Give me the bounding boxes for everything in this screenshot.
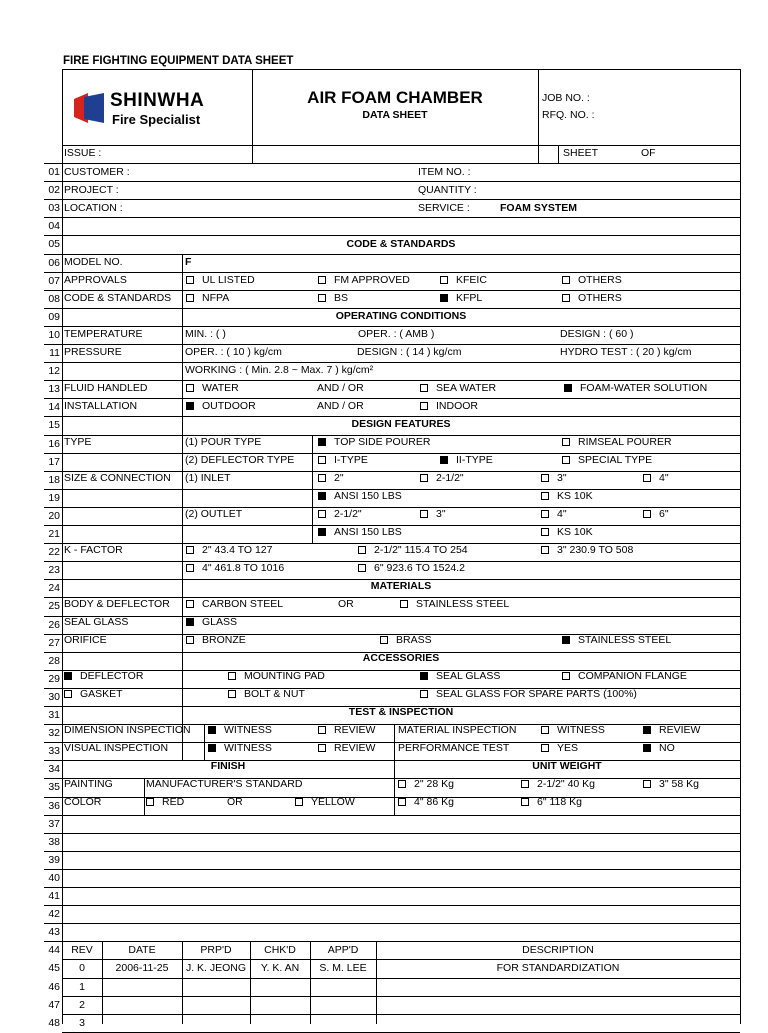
orifice-stainless-option[interactable]: STAINLESS STEEL [562,634,671,646]
grid-line [62,959,740,960]
row-number: 10 [48,328,60,341]
grid-line [44,616,740,617]
checkbox-unchecked[interactable] [643,780,651,788]
row-number: 33 [48,745,60,758]
checkbox-unchecked[interactable] [541,528,549,536]
special-type-option[interactable]: SPECIAL TYPE [562,454,652,466]
model-no-value: F [185,256,192,268]
checkbox-unchecked[interactable] [562,672,570,680]
pressure-design: DESIGN : ( 14 ) kg/cm [357,346,462,358]
pressure-label: PRESSURE [64,346,122,358]
row-number: 25 [48,600,60,613]
row-number: 18 [48,473,60,486]
foam-water-option[interactable]: FOAM-WATER SOLUTION [564,382,707,394]
revision-cell-rev: 1 [79,980,85,993]
carbon-steel-option[interactable]: CARBON STEEL [186,598,283,610]
sheet-title: FIRE FIGHTING EQUIPMENT DATA SHEET [63,55,294,67]
row-number: 09 [48,310,60,323]
row-number: 14 [48,401,60,414]
checkbox-unchecked[interactable] [358,546,366,554]
k-factor-2-5in-option[interactable]: 2-1/2" 115.4 TO 254 [358,544,468,556]
checkbox-unchecked[interactable] [186,636,194,644]
customer-label: CUSTOMER : [64,166,130,178]
i-type-option[interactable]: I-TYPE [318,454,368,466]
grid-line [62,69,63,1024]
checkbox-checked[interactable] [564,384,572,392]
kfeic-option[interactable]: KFEIC [440,274,487,286]
outlet-2-5in-option[interactable]: 2-1/2" [318,508,362,520]
row-number: 23 [48,564,60,577]
issue-label: ISSUE : [64,147,102,159]
service-label: SERVICE : [418,202,470,214]
grid-line [44,326,740,327]
checkbox-unchecked[interactable] [541,474,549,482]
material-witness-option[interactable]: WITNESS [541,724,605,736]
checkbox-unchecked[interactable] [186,564,194,572]
row-number: 45 [48,962,60,975]
section-unit-weight: UNIT WEIGHT [532,760,602,772]
row-number: 26 [48,618,60,631]
checkbox-checked[interactable] [186,402,194,410]
fluid-handled-label: FLUID HANDLED [64,382,148,394]
grid-line [312,435,313,544]
row-number: 12 [48,365,60,378]
revision-cell-checked: Y. K. AN [260,962,300,975]
checkbox-unchecked[interactable] [541,744,549,752]
grid-line [44,290,740,291]
row-number: 13 [48,383,60,396]
row-number: 47 [48,998,60,1011]
row-number: 40 [48,871,60,884]
checkbox-checked[interactable] [440,456,448,464]
color-label: COLOR [64,796,102,808]
checkbox-unchecked[interactable] [541,510,549,518]
grid-line [44,923,740,924]
checkbox-unchecked[interactable] [562,294,570,302]
row-number: 29 [48,672,60,685]
top-side-pourer-option[interactable]: TOP SIDE POURER [318,436,430,448]
k-factor-4in-option[interactable]: 4" 461.8 TO 1016 [186,562,284,574]
or-text: OR [338,598,354,610]
dimension-inspection-label: DIMENSION INSPECTION [64,724,191,736]
checkbox-checked[interactable] [643,744,651,752]
row-number: 48 [48,1016,60,1029]
inlet-ks-option[interactable]: KS 10K [541,490,593,502]
section-accessories: ACCESSORIES [362,652,440,664]
checkbox-unchecked[interactable] [420,690,428,698]
checkbox-unchecked[interactable] [420,510,428,518]
k-factor-6in-option[interactable]: 6" 923.6 TO 1524.2 [358,562,465,574]
checkbox-unchecked[interactable] [398,780,406,788]
checkbox-unchecked[interactable] [186,294,194,302]
revision-header-checked: CHK'D [264,944,296,957]
inlet-3in-option[interactable]: 3" [541,472,567,484]
grid-line [740,69,741,1024]
orifice-label: ORIFICE [64,634,107,646]
seal-glass-label: SEAL GLASS [64,616,129,628]
approvals-label: APPROVALS [64,274,127,286]
bs-option[interactable]: BS [318,292,348,304]
painting-label: PAINTING [64,778,113,790]
row-number: 03 [48,202,60,215]
checkbox-unchecked[interactable] [318,726,326,734]
temperature-oper: OPER. : ( AMB ) [358,328,435,340]
mounting-pad-option[interactable]: MOUNTING PAD [228,670,325,682]
inlet-2-5in-option[interactable]: 2-1/2" [420,472,464,484]
row-number: 20 [48,509,60,522]
weight-2-5in-option[interactable]: 2-1/2" 40 Kg [521,778,595,790]
temperature-label: TEMPERATURE [64,328,143,340]
row-number: 11 [49,347,60,359]
checkbox-checked[interactable] [64,672,72,680]
row-number: 24 [48,582,60,595]
grid-line [44,905,740,906]
nfpa-option[interactable]: NFPA [186,292,229,304]
row-number: 16 [48,437,60,450]
row-number: 44 [48,944,60,957]
revision-cell-date: 2006-11-25 [115,962,169,975]
revision-cell-rev: 3 [79,1016,85,1029]
grid-line [44,887,740,888]
grid-line [44,941,740,942]
weight-6in-option[interactable]: 6" 118 Kg [521,796,582,808]
weight-2in-option[interactable]: 2" 28 Kg [398,778,454,790]
outlet-4in-option[interactable]: 4" [541,508,567,520]
grid-line [44,308,740,309]
grid-line [44,181,740,182]
checkbox-unchecked[interactable] [420,402,428,410]
painting-value: MANUFACTURER'S STANDARD [146,778,303,790]
grid-line [44,398,740,399]
checkbox-checked[interactable] [208,744,216,752]
type-label: TYPE [64,436,92,448]
item-no-label: ITEM NO. : [418,166,471,178]
revision-cell-approved: S. M. LEE [319,962,367,975]
outlet-3in-option[interactable]: 3" [420,508,446,520]
kfpl-option[interactable]: KFPL [440,292,482,304]
grid-line [44,815,740,816]
row-number: 35 [48,781,60,794]
pressure-oper: OPER. : ( 10 ) kg/cm [185,346,282,358]
outlet-label: (2) OUTLET [185,508,243,520]
k-factor-3in-option[interactable]: 3" 230.9 TO 508 [541,544,633,556]
row-number: 04 [48,220,60,233]
approvals-others-option[interactable]: OTHERS [562,274,622,286]
outlet-ks-option[interactable]: KS 10K [541,526,593,538]
brand-tagline: Fire Specialist [112,112,201,127]
checkbox-checked[interactable] [420,672,428,680]
model-no-label: MODEL NO. [64,256,123,268]
body-stainless-option[interactable]: STAINLESS STEEL [400,598,509,610]
location-label: LOCATION : [64,202,123,214]
checkbox-unchecked[interactable] [146,798,154,806]
row-number: 22 [48,546,60,559]
brass-option[interactable]: BRASS [380,634,432,646]
grid-line [44,344,740,345]
checkbox-unchecked[interactable] [562,276,570,284]
visual-witness-option[interactable]: WITNESS [208,742,272,754]
section-code-standards: CODE & STANDARDS [346,238,456,250]
deflector-type-label: (2) DEFLECTOR TYPE [185,454,295,466]
checkbox-unchecked[interactable] [64,690,72,698]
outdoor-option[interactable]: OUTDOOR [186,400,256,412]
checkbox-checked[interactable] [318,528,326,536]
ii-type-option[interactable]: II-TYPE [440,454,493,466]
companion-flange-option[interactable]: COMPANION FLANGE [562,670,687,682]
row-number: 28 [48,654,60,667]
grid-line [44,163,740,164]
checkbox-unchecked[interactable] [318,456,326,464]
row-number: 39 [48,853,60,866]
row-number: 06 [48,256,60,269]
grid-line [558,145,559,163]
grid-line [62,145,740,146]
checkbox-unchecked[interactable] [228,672,236,680]
row-number: 32 [48,727,60,740]
sheet-label: SHEET [563,147,599,159]
checkbox-unchecked[interactable] [420,474,428,482]
water-option[interactable]: WATER [186,382,239,394]
grid-line [44,199,740,200]
inlet-4in-option[interactable]: 4" [643,472,669,484]
brand-name: SHINWHA [110,90,205,111]
checkbox-unchecked[interactable] [318,510,326,518]
performance-yes-option[interactable]: YES [541,742,578,754]
grid-line [44,217,740,218]
code-standards-label: CODE & STANDARDS [64,292,172,304]
revision-header-date: DATE [128,944,156,957]
installation-label: INSTALLATION [64,400,138,412]
checkbox-checked[interactable] [318,492,326,500]
document-title: AIR FOAM CHAMBER [307,88,483,107]
bronze-option[interactable]: BRONZE [186,634,246,646]
visual-review-option[interactable]: REVIEW [318,742,375,754]
grid-line [44,507,740,508]
grid-line [44,869,740,870]
row-number: 17 [48,455,60,468]
bolt-nut-option[interactable]: BOLT & NUT [228,688,305,700]
grid-line [538,69,539,163]
grid-line [44,254,740,255]
performance-no-option[interactable]: NO [643,742,675,754]
row-number: 19 [48,491,60,504]
checkbox-unchecked[interactable] [440,276,448,284]
revision-header-description: DESCRIPTION [522,944,594,957]
yellow-option[interactable]: YELLOW [295,796,355,808]
row-number: 21 [48,528,60,540]
grid-line [44,362,740,363]
red-option[interactable]: RED [146,796,184,808]
weight-3in-option[interactable]: 3" 58 Kg [643,778,699,790]
checkbox-unchecked[interactable] [380,636,388,644]
performance-test-label: PERFORMANCE TEST [398,742,510,754]
checkbox-checked[interactable] [186,618,194,626]
grid-line [252,69,253,163]
job-no-label: JOB NO. : [542,92,590,104]
grid-line [44,851,740,852]
gasket-option[interactable]: GASKET [64,688,123,700]
checkbox-unchecked[interactable] [420,384,428,392]
checkbox-unchecked[interactable] [228,690,236,698]
checkbox-unchecked[interactable] [562,456,570,464]
checkbox-checked[interactable] [562,636,570,644]
row-number: 01 [48,166,60,178]
visual-inspection-label: VISUAL INSPECTION [64,742,169,754]
checkbox-checked[interactable] [318,438,326,446]
checkbox-unchecked[interactable] [358,564,366,572]
grid-line [62,1014,740,1015]
pour-type-label: (1) POUR TYPE [185,436,262,448]
dimension-review-option[interactable]: REVIEW [318,724,375,736]
grid-line [204,724,205,760]
row-number: 02 [48,184,60,197]
grid-line [144,778,145,814]
k-factor-2in-option[interactable]: 2" 43.4 TO 127 [186,544,272,556]
row-number: 41 [48,890,60,902]
grid-line [44,833,740,834]
body-deflector-label: BODY & DEFLECTOR [64,598,170,610]
temperature-design: DESIGN : ( 60 ) [560,328,634,340]
checkbox-unchecked[interactable] [318,744,326,752]
and-or-text: AND / OR [317,382,364,394]
sea-water-option[interactable]: SEA WATER [420,382,496,394]
checkbox-unchecked[interactable] [398,798,406,806]
row-number: 31 [48,709,60,721]
outlet-ansi-option[interactable]: ANSI 150 LBS [318,526,402,538]
checkbox-checked[interactable] [208,726,216,734]
section-finish: FINISH [210,760,246,772]
grid-line [62,69,741,70]
ul-listed-option[interactable]: UL LISTED [186,274,255,286]
row-number: 36 [48,799,60,812]
checkbox-checked[interactable] [643,726,651,734]
grid-line [182,254,183,761]
grid-line [44,235,740,236]
fm-approved-option[interactable]: FM APPROVED [318,274,410,286]
project-label: PROJECT : [64,184,119,196]
checkbox-unchecked[interactable] [318,474,326,482]
inlet-label: (1) INLET [185,472,231,484]
weight-4in-option[interactable]: 4" 86 Kg [398,796,454,808]
revision-header-prepared: PRP'D [200,944,232,957]
checkbox-unchecked[interactable] [541,492,549,500]
dimension-witness-option[interactable]: WITNESS [208,724,272,736]
inlet-2in-option[interactable]: 2" [318,472,344,484]
seal-glass-accessory-option[interactable]: SEAL GLASS [420,670,500,682]
row-number: 37 [48,817,60,830]
section-operating-conditions: OPERATING CONDITIONS [335,310,467,322]
row-number: 08 [48,292,60,305]
revision-header-approved: APP'D [327,944,359,957]
k-factor-label: K - FACTOR [64,544,123,556]
checkbox-unchecked[interactable] [318,276,326,284]
quantity-label: QUANTITY : [418,184,477,196]
checkbox-unchecked[interactable] [186,546,194,554]
checkbox-unchecked[interactable] [643,474,651,482]
size-connection-label: SIZE & CONNECTION [64,472,171,484]
revision-cell-rev: 2 [79,998,85,1011]
checkbox-unchecked[interactable] [400,600,408,608]
rimseal-pourer-option[interactable]: RIMSEAL POURER [562,436,672,448]
checkbox-unchecked[interactable] [521,798,529,806]
checkbox-unchecked[interactable] [186,276,194,284]
checkbox-checked[interactable] [440,294,448,302]
row-number: 30 [48,690,60,703]
checkbox-unchecked[interactable] [521,780,529,788]
checkbox-unchecked[interactable] [562,438,570,446]
temperature-min: MIN. : ( ) [185,328,226,340]
row-number: 38 [48,835,60,848]
code-others-option[interactable]: OTHERS [562,292,622,304]
checkbox-unchecked[interactable] [541,546,549,554]
section-design-features: DESIGN FEATURES [351,418,451,430]
revision-cell-prepared: J. K. JEONG [185,962,247,975]
row-number: 42 [48,908,60,921]
grid-line [62,996,740,997]
revision-cell-description: FOR STANDARDIZATION [496,962,620,975]
row-number: 15 [48,419,60,432]
spare-seal-glass-option[interactable]: SEAL GLASS FOR SPARE PARTS (100%) [420,688,637,700]
document-subtitle: DATA SHEET [362,109,428,121]
pressure-hydro-test: HYDRO TEST : ( 20 ) kg/cm [560,346,692,358]
and-or-text: AND / OR [317,400,364,412]
inlet-ansi-option[interactable]: ANSI 150 LBS [318,490,402,502]
of-label: OF [641,147,656,159]
indoor-option[interactable]: INDOOR [420,400,478,412]
grid-line [62,978,740,979]
or-text: OR [227,796,243,808]
row-number: 43 [48,926,60,939]
glass-option[interactable]: GLASS [186,616,237,628]
revision-header-rev: REV [71,944,93,957]
checkbox-unchecked[interactable] [186,384,194,392]
row-number: 27 [48,636,60,649]
revision-cell-rev: 0 [79,962,85,975]
checkbox-unchecked[interactable] [318,294,326,302]
service-value: FOAM SYSTEM [500,202,578,214]
grid-line [44,272,740,273]
pressure-working: WORKING : ( Min. 2.8 ~ Max. 7 ) kg/cm² [185,364,374,376]
material-review-option[interactable]: REVIEW [643,724,700,736]
checkbox-unchecked[interactable] [541,726,549,734]
material-inspection-label: MATERIAL INSPECTION [398,724,517,736]
section-materials: MATERIALS [370,580,432,592]
row-number: 05 [48,238,60,251]
checkbox-unchecked[interactable] [643,510,651,518]
section-test-inspection: TEST & INSPECTION [348,706,454,718]
checkbox-unchecked[interactable] [295,798,303,806]
row-number: 46 [48,980,60,993]
outlet-6in-option[interactable]: 6" [643,508,669,520]
row-number: 07 [48,274,60,287]
checkbox-unchecked[interactable] [186,600,194,608]
row-number: 34 [48,763,60,776]
rfq-no-label: RFQ. NO. : [542,109,595,121]
deflector-accessory-option[interactable]: DEFLECTOR [64,670,143,682]
